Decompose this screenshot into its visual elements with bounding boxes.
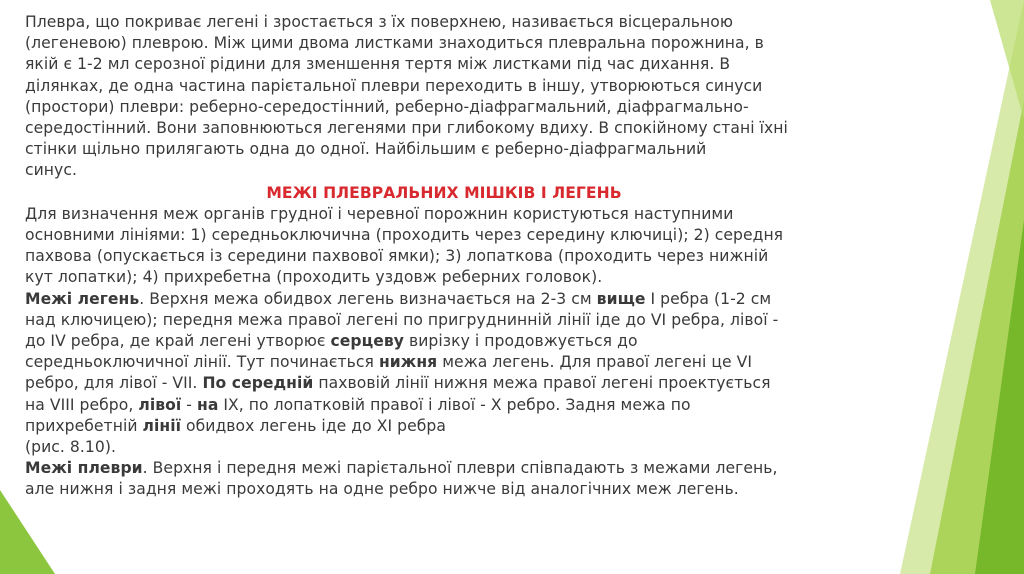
lungs-bold: вище bbox=[596, 289, 646, 308]
lungs-bold: лівої bbox=[138, 395, 182, 414]
lungs-text: (рис. 8.10). bbox=[25, 438, 116, 457]
intro-line: синус. bbox=[25, 161, 77, 180]
lungs-text: середньоключичної лінії. Тут починається bbox=[25, 353, 379, 372]
lungs-text: IX, по лопатковій правої і лівої - X ребро. Задня межа по bbox=[218, 395, 691, 414]
lungs-text: - bbox=[181, 395, 197, 414]
intro-paragraph bbox=[25, 12, 835, 182]
pleura-paragraph bbox=[25, 458, 835, 500]
pleura-title: Межі плеври bbox=[25, 459, 143, 478]
pleura-text: . Верхня і передня межі парієтальної плеври співпадають з межами легень, bbox=[142, 459, 778, 478]
lungs-text: прихребетній bbox=[25, 416, 143, 435]
lines-paragraph bbox=[25, 204, 835, 289]
lungs-bold: нижня bbox=[378, 353, 438, 372]
lungs-text: до IV ребра, де край легені утворює bbox=[25, 332, 331, 351]
lungs-text: пахвовій лінії нижня межа правої легені проектується bbox=[313, 374, 771, 393]
intro-line: якій є 1-2 мл серозної рідини для зменшення тертя між листками під час дихання. В bbox=[25, 55, 731, 74]
lungs-bold: на bbox=[197, 395, 219, 414]
lungs-bold: серцеву bbox=[330, 332, 404, 351]
lines-line: Для визначення меж органів грудної і черевної порожнин користуються наступними bbox=[25, 204, 734, 223]
lungs-bold: По середній bbox=[202, 374, 314, 393]
intro-line: (легеневою) плеврою. Між цими двома листками знаходиться плевральна порожнина, в bbox=[25, 34, 764, 53]
lungs-bold: лінії bbox=[142, 416, 181, 435]
lungs-text: ребро, для лівої - VII. bbox=[25, 374, 203, 393]
lungs-text: над ключицею); передня межа правої легені по пригруднинній лінії іде до VI ребра, лівої - bbox=[25, 310, 779, 329]
lungs-text: вирізку і продовжується до bbox=[404, 332, 638, 351]
intro-line: ділянках, де одна частина парієтальної плеври переходить в іншу, утворюються синуси bbox=[25, 76, 763, 95]
intro-line: стінки щільно прилягають одна до одної. Найбільшим є реберно-діафрагмальний bbox=[25, 140, 707, 159]
lungs-text: І ребра (1-2 см bbox=[645, 289, 772, 308]
lines-line: пахвова (опускається із середини пахвової ямки); 3) лопаткова (проходить через нижній bbox=[25, 247, 769, 266]
intro-line: Плевра, що покриває легені і зростається з їх поверхнею, називається вісцеральною bbox=[25, 13, 734, 31]
lines-line: кут лопатки); 4) прихребетна (проходить уздовж реберних головок). bbox=[25, 268, 603, 287]
intro-line: середостінний. Вони заповнюються легенями при глибокому вдиху. В спокійному стані їхні bbox=[25, 119, 788, 138]
pleura-text: але нижня і задня межі проходять на одне ребро нижче від аналогічних меж легень. bbox=[25, 480, 739, 499]
lungs-paragraph bbox=[25, 289, 835, 459]
lungs-text: на VIII ребро, bbox=[25, 395, 139, 414]
lungs-title: Межі легень bbox=[25, 289, 140, 308]
intro-line: (простори) плеври: реберно-середостінний, реберно-діафрагмальний, діафрагмально- bbox=[25, 97, 749, 116]
lungs-text: обидвох легень іде до XI ребра bbox=[181, 416, 446, 435]
lungs-text: . Верхня межа обидвох легень визначається на 2-3 см bbox=[139, 289, 597, 308]
slide-text bbox=[25, 12, 835, 501]
lines-line: основними лініями: 1) середньоключична (проходить через середину ключиці); 2) середня bbox=[25, 226, 784, 245]
green-stripe-left bbox=[0, 490, 55, 574]
lungs-text: межа легень. Для правої легені це VI bbox=[437, 353, 753, 372]
section-heading: МЕЖІ ПЛЕВРАЛЬНИХ МІШКІВ І ЛЕГЕНЬ bbox=[266, 183, 622, 202]
